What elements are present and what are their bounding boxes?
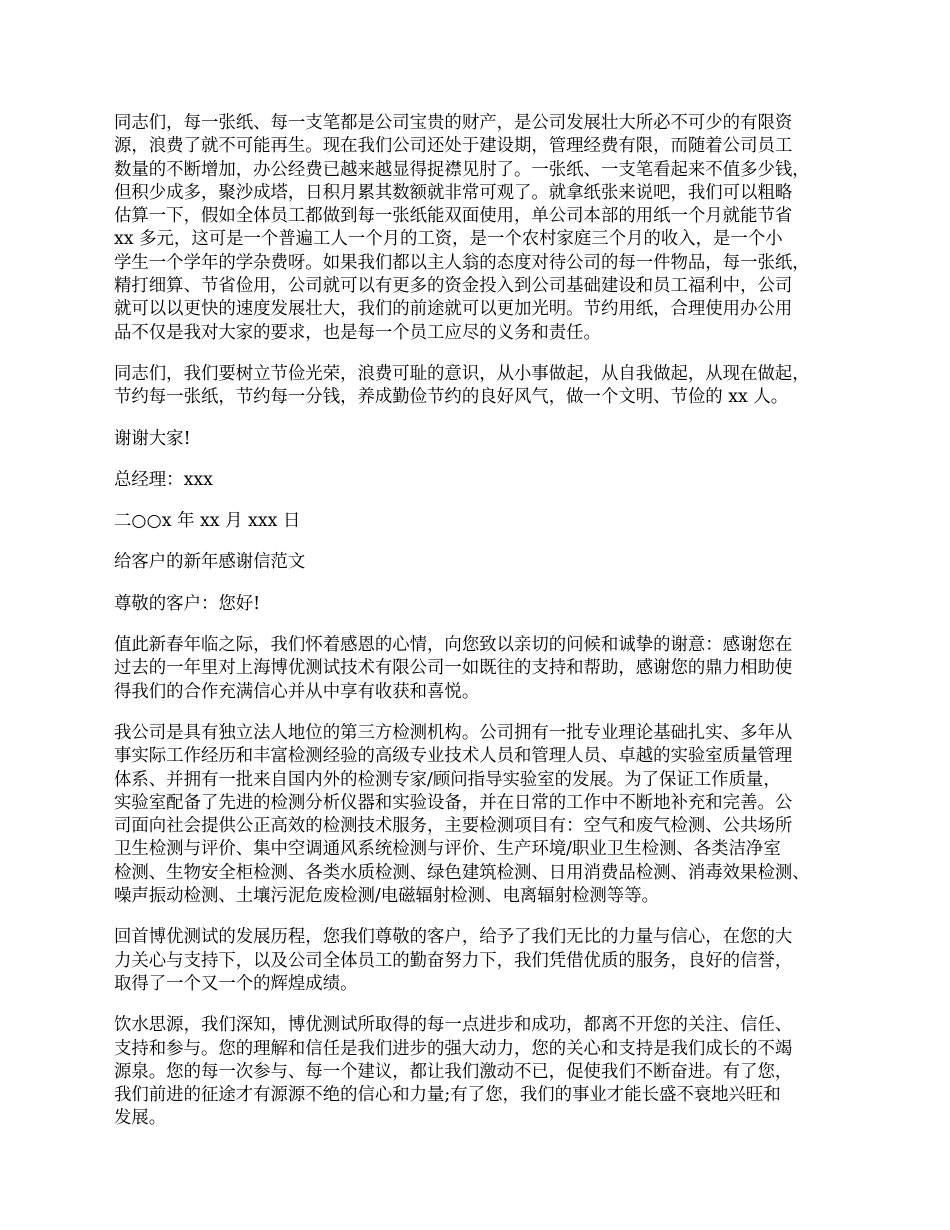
text-line: 谢谢大家! [114,428,191,449]
text-line: 力关心与支持下，以及公司全体员工的勤奋努力下，我们凭借优质的服务，良好的信誉， [114,950,793,971]
section-title [114,551,852,574]
text-line: 取得了一个又一个的辉煌成绩。 [114,973,358,994]
text-line: 就可以以更快的速度发展壮大，我们的前途就可以更加光明。节约用纸，合理使用办公用 [114,299,793,320]
text-line: 源泉。您的每一次参与、每一个建议，都让我们激动不已，促使我们不断奋进。有了您， [114,1061,793,1082]
text-line: 估算一下，假如全体员工都做到每一张纸能双面使用，单公司本部的用纸一个月就能节省 [114,206,793,227]
paragraph-greeting [114,593,852,616]
text-line: 节约每一张纸，节约每一分钱，养成勤俭节约的良好风气，做一个文明、节俭的 xx 人。 [114,387,789,408]
text-line: 尊敬的客户：您好! [114,593,261,614]
paragraph-thanks [114,428,852,451]
text-line: 学生一个学年的学杂费呀。如果我们都以主人翁的态度对待公司的每一件物品，每一张纸， [114,252,810,273]
document-body [114,112,852,1149]
text-line: 给客户的新年感谢信范文 [114,552,306,573]
paragraph-history [114,926,852,996]
text-line: 数量的不断增加，办公经费已越来越显得捉襟见肘了。一张纸、一支笔看起来不值多少钱， [114,159,810,180]
text-line: 我们前进的征途才有源源不绝的信心和力量;有了您，我们的事业才能长盛不衰地兴旺和 [114,1085,781,1106]
text-line: 卫生检测与评价、集中空调通风系统检测与评价、生产环境/职业卫生检测、各类洁净室 [114,839,781,860]
text-line: 总经理：xxx [114,469,213,490]
paragraph-frugality [114,363,852,410]
text-line: 检测、生物安全柜检测、各类水质检测、绿色建筑检测、日用消费品检测、消毒效果检测、 [114,862,810,883]
text-line: 我公司是具有独立法人地位的第三方检测机构。公司拥有一批专业理论基础扎实、多年从 [114,722,793,743]
text-line: 支持和参与。您的理解和信任是我们进步的强大动力，您的关心和支持是我们成长的不竭 [114,1038,793,1059]
text-line: 发展。 [114,1108,167,1129]
paragraph-date [114,510,852,533]
paragraph-signature [114,469,852,492]
text-line: 但积少成多，聚沙成塔，日积月累其数额就非常可观了。就拿纸张来说吧，我们可以粗略 [114,182,793,203]
text-line: 二○○x 年 xx 月 xxx 日 [114,511,301,532]
text-line: 司面向社会提供公正高效的检测技术服务，主要检测项目有：空气和废气检测、公共场所 [114,816,793,837]
text-line: xx 多元，这可是一个普遍工人一个月的工资，是一个农村家庭三个月的收入，是一个小 [114,229,783,250]
text-line: 回首博优测试的发展历程，您我们尊敬的客户，给予了我们无比的力量与信心，在您的大 [114,927,793,948]
paragraph-new-year [114,634,852,704]
text-line: 同志们，每一张纸、每一支笔都是公司宝贵的财产，是公司发展壮大所必不可少的有限资 [114,113,793,133]
paragraph-gratitude [114,1014,852,1130]
paragraph-save-paper [114,112,852,345]
text-line: 过去的一年里对上海博优测试技术有限公司一如既往的支持和帮助，感谢您的鼎力相助使 [114,658,793,679]
text-line: 饮水思源，我们深知，博优测试所取得的每一点进步和成功，都离不开您的关注、信任、 [114,1015,793,1036]
text-line: 体系、并拥有一批来自国内外的检测专家/顾问指导实验室的发展。为了保证工作质量， [114,769,781,790]
text-line: 源，浪费了就不可能再生。现在我们公司还处于建设期，管理经费有限，而随着公司员工 [114,136,793,157]
text-line: 品不仅是我对大家的要求，也是每一个员工应尽的义务和责任。 [114,322,601,343]
text-line: 噪声振动检测、土壤污泥危废检测/电磁辐射检测、电离辐射检测等等。 [114,886,659,907]
text-line: 得我们的合作充满信心并从中享有收获和喜悦。 [114,681,480,702]
text-line: 实验室配备了先进的检测分析仪器和实验设备，并在日常的工作中不断地补充和完善。公 [114,792,793,813]
text-line: 精打细算、节省俭用，公司就可以有更多的资金投入到公司基础建设和员工福利中，公司 [114,276,793,297]
text-line: 事实际工作经历和丰富检测经验的高级专业技术人员和管理人员、卓越的实验室质量管理 [114,746,793,767]
paragraph-company-intro [114,722,852,908]
text-line: 值此新春年临之际，我们怀着感恩的心情，向您致以亲切的问候和诚挚的谢意：感谢您在 [114,635,793,656]
text-line: 同志们，我们要树立节俭光荣，浪费可耻的意识，从小事做起，从自我做起，从现在做起， [114,363,810,384]
